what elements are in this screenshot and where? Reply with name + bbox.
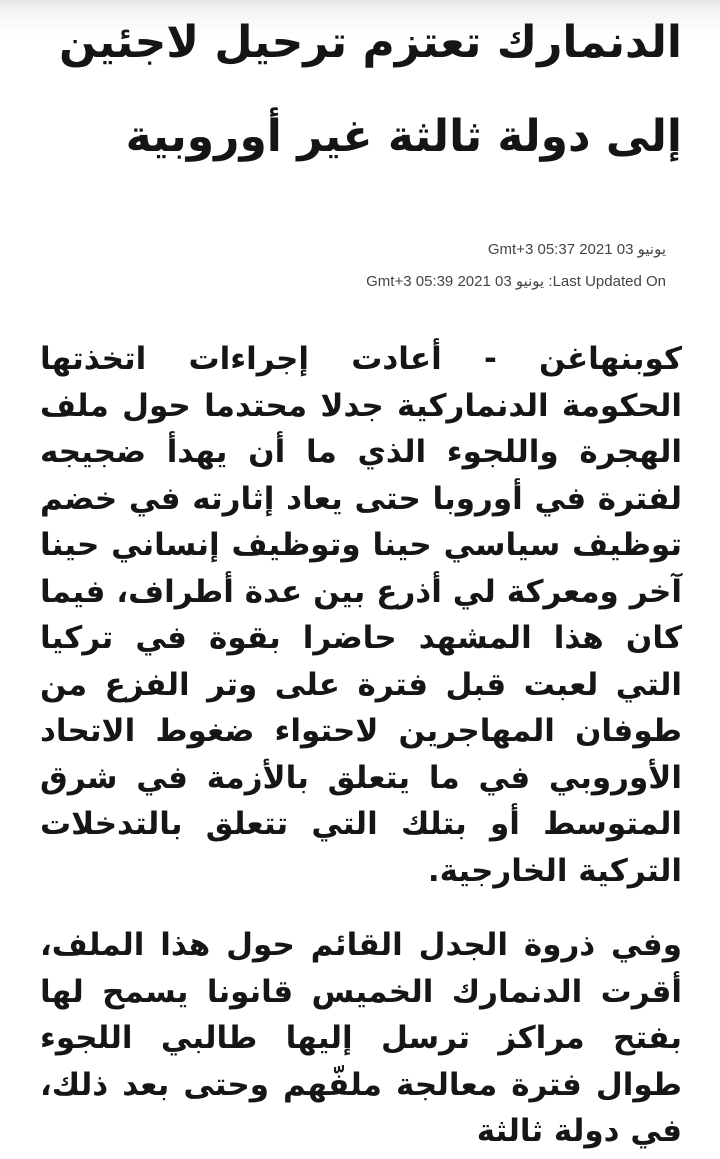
article-body xyxy=(40,336,690,1155)
article-meta xyxy=(40,234,690,298)
published-date: يونيو 03 2021 05:37 Gmt+3 xyxy=(487,241,666,258)
last-updated-date: Last Updated On: يونيو 03 2021 05:39 Gmt+3 xyxy=(366,273,666,290)
article-paragraph: وفي ذروة الجدل القائم حول هذا الملف، أقرت الدنمارك الخميس قانونا يسمح لها بفتح مراكز ترسل إليها طالبي اللجوء طوال فترة معالجة ملفّهم وحتى بعد ذلك، في دولة ثالثة xyxy=(40,927,682,1149)
article-headline: الدنمارك تعتزم ترحيل لاجئين إلى دولة ثالثة غير أوروبية xyxy=(59,17,682,162)
article-paragraph: كوبنهاغن - أعادت إجراءات اتخذتها الحكومة الدنماركية جدلا محتدما حول ملف الهجرة واللجوء الذي ما أن يهدأ ضجيجه لفترة في أوروبا حتى يعاد إثارته في خضم توظيف سياسي حينا وتوظيف إنساني حينا آخر ومعركة لي أذرع بين عدة أطراف، فيما كان هذا المشهد حاضرا بقوة في تركيا التي لعبت قبل فترة على وتر الفزع من طوفان المهاجرين لاحتواء ضغوط الاتحاد الأوروبي في ما يتعلق بالأزمة في شرق المتوسط أو بتلك التي تتعلق بالتدخلات التركية الخارجية. xyxy=(40,341,682,889)
